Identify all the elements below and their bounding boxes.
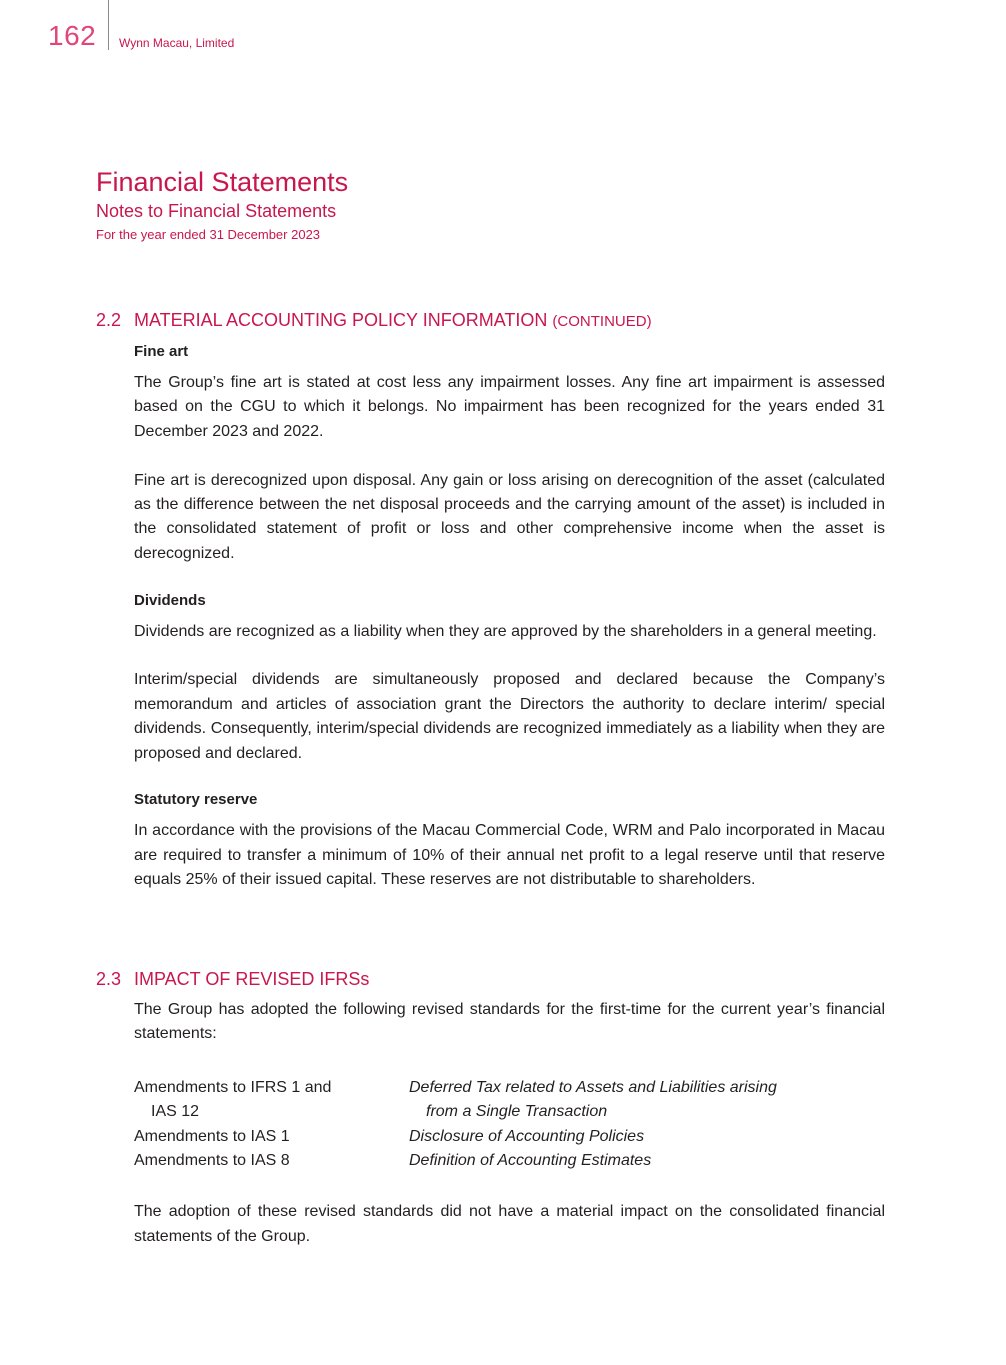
standard-name-line: Amendments to IFRS 1 and	[134, 1078, 332, 1096]
standard-title: Definition of Accounting Estimates	[409, 1152, 652, 1170]
standard-name: Amendments to IAS 1	[134, 1127, 290, 1145]
fine-art-heading: Fine art	[134, 343, 189, 360]
dividends-paragraph-2: Interim/special dividends are simultaneously proposed and declared because the Company’s memorandum and articles of association grant the Directors the authority to declare interim/ special dividends. Consequently, interim/special dividends are recognized immediately as a liability when they are proposed and declared.	[134, 671, 885, 762]
paragraph-gap	[134, 644, 885, 668]
header-divider	[108, 0, 109, 50]
section-2-3-conclusion: The adoption of these revised standards did not have a material impact on the consolidated financial statements of the Group.	[134, 1203, 885, 1245]
section-2-3-content	[134, 998, 885, 1249]
fine-art-paragraph-2: Fine art is derecognized upon disposal. Any gain or loss arising on derecognition of the asset (calculated as the difference between the net disposal proceeds and the carrying amount of the asset) is included in the consolidated statement of profit or loss and other comprehensive income when the asset is derecognized.	[134, 471, 885, 562]
table-row	[134, 1125, 885, 1149]
section-2-2-heading	[96, 310, 652, 331]
section-title: MATERIAL ACCOUNTING POLICY INFORMATION	[134, 310, 548, 330]
section-title: IMPACT OF REVISED IFRSs	[134, 969, 370, 989]
table-row	[134, 1149, 885, 1173]
standard-name	[134, 1076, 409, 1125]
section-2-3-intro: The Group has adopted the following revised standards for the first-time for the current year’s financial statements:	[134, 1001, 885, 1043]
page-title: Financial Statements	[96, 167, 349, 197]
reporting-period: For the year ended 31 December 2023	[96, 227, 321, 242]
page-number: 162	[48, 20, 97, 51]
standard-name: Amendments to IAS 8	[134, 1152, 290, 1170]
standard-title-line: Deferred Tax related to Assets and Liabilities arising	[409, 1078, 777, 1096]
paragraph-gap	[134, 566, 885, 590]
paragraph-gap	[134, 766, 885, 790]
section-number: 2.3	[96, 969, 122, 989]
paragraph-gap	[134, 1047, 885, 1076]
statutory-reserve-paragraph: In accordance with the provisions of the Macau Commercial Code, WRM and Palo incorporated in Macau are required to transfer a minimum of 10% of their annual net profit to a legal reserve until that reserve equals 25% of their issued capital. These reserves are not distributable to shareholders.	[134, 822, 885, 889]
section-2-3-heading	[96, 969, 369, 990]
paragraph-gap	[134, 444, 885, 468]
table-row	[134, 1076, 885, 1125]
statutory-reserve-heading: Statutory reserve	[134, 791, 258, 809]
section-2-2-content	[134, 342, 885, 893]
fine-art-paragraph-1: The Group’s fine art is stated at cost less any impairment losses. Any fine art impairment is assessed based on the CGU to which it belongs. No impairment has been recognized for the years ended 31 December 2023 and 2022.	[134, 374, 885, 440]
standard-title: Disclosure of Accounting Policies	[409, 1127, 645, 1145]
section-number: 2.2	[96, 310, 122, 330]
title-block	[96, 166, 348, 244]
dividends-heading: Dividends	[134, 591, 206, 609]
dividends-paragraph-1: Dividends are recognized as a liability when they are approved by the shareholders in a general meeting.	[134, 622, 877, 640]
paragraph-gap	[134, 1173, 885, 1200]
revised-standards-table	[134, 1076, 885, 1174]
standard-name-line: IAS 12	[151, 1103, 200, 1121]
company-name: Wynn Macau, Limited	[119, 36, 235, 50]
standard-title	[409, 1076, 885, 1125]
page-subtitle: Notes to Financial Statements	[96, 201, 337, 221]
standard-title-line: from a Single Transaction	[426, 1103, 608, 1121]
continued-label: (CONTINUED)	[552, 313, 652, 330]
